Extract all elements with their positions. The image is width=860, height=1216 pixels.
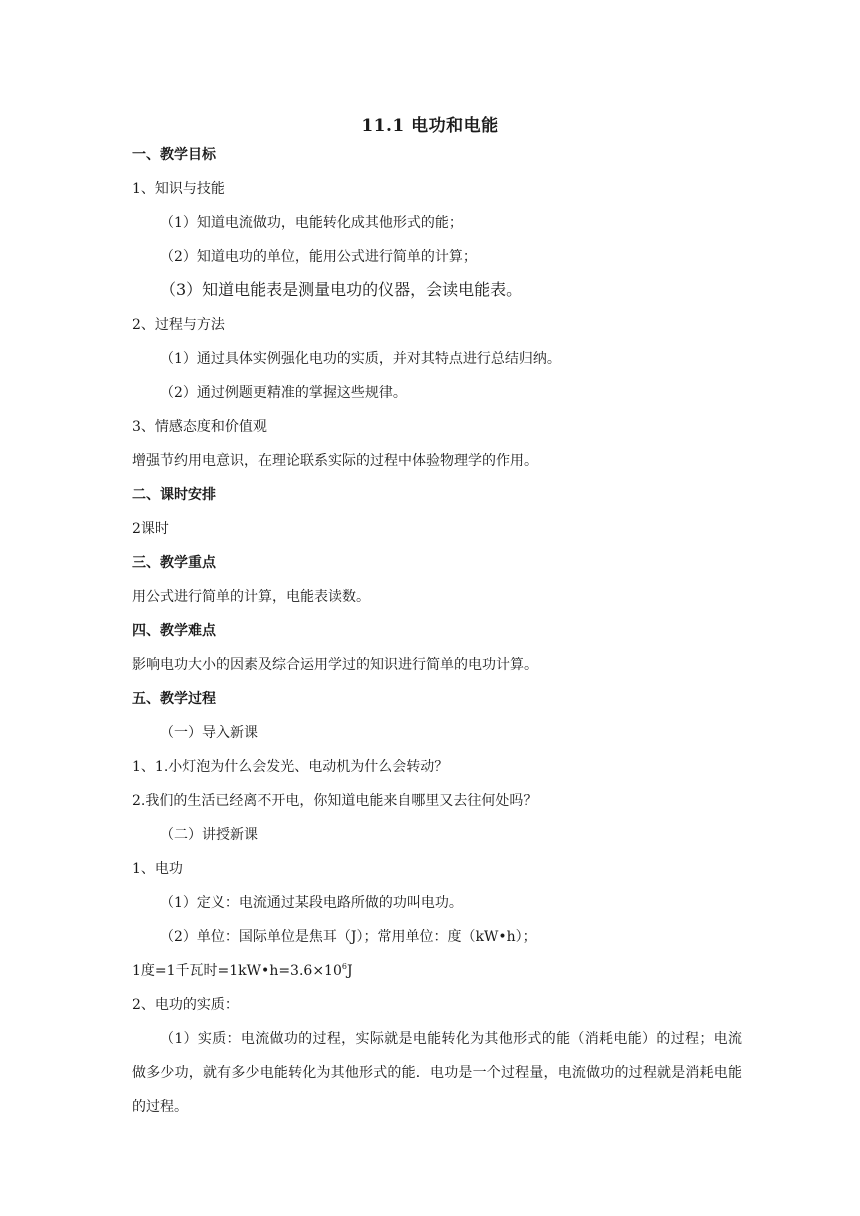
- paragraph: 增强节约用电意识，在理论联系实际的过程中体验物理学的作用。: [132, 453, 538, 469]
- list-item: （3）知道电能表是测量电功的仪器，会读电能表。: [160, 280, 523, 299]
- subheading-essence: 2、电功的实质：: [132, 997, 239, 1013]
- section-heading-key-points: 三、教学重点: [132, 555, 216, 571]
- section-heading-process: 五、教学过程: [132, 691, 216, 707]
- subheading-new-lesson: （二）讲授新课: [160, 827, 258, 843]
- conversion-text: 1度=1千瓦时=1kW•h=3.6×10: [132, 963, 342, 979]
- paragraph: 2.我们的生活已经离不开电，你知道电能来自哪里又去往何处吗？: [132, 793, 538, 809]
- conversion-unit: J: [346, 963, 353, 979]
- unit-conversion-line: [132, 961, 752, 981]
- subheading-process-methods: 2、过程与方法: [132, 317, 225, 333]
- subheading-knowledge-skills: 1、知识与技能: [132, 181, 225, 197]
- subheading-attitudes-values: 3、情感态度和价值观: [132, 419, 267, 435]
- list-item: （1）知道电流做功，电能转化成其他形式的能；: [160, 215, 463, 231]
- list-item: （1）通过具体实例强化电功的实质，并对其特点进行总结归纳。: [160, 351, 561, 367]
- paragraph: 影响电功大小的因素及综合运用学过的知识进行简单的电功计算。: [132, 657, 538, 673]
- document-title: 11.1 电功和电能: [361, 116, 499, 136]
- section-heading-teaching-goals: 一、教学目标: [132, 147, 216, 163]
- conversion-exponent: 6: [341, 962, 347, 971]
- section-heading-schedule: 二、课时安排: [132, 487, 216, 503]
- paragraph: 1、1.小灯泡为什么会发光、电动机为什么会转动？: [132, 759, 449, 775]
- list-item: （1）定义：电流通过某段电路所做的功叫电功。: [160, 895, 463, 911]
- subheading-intro: （一）导入新课: [160, 725, 258, 741]
- list-item: （2）知道电功的单位，能用公式进行简单的计算；: [160, 249, 477, 265]
- list-item: （2）通过例题更精准的掌握这些规律。: [160, 385, 407, 401]
- subheading-electric-work: 1、电功: [132, 861, 183, 877]
- paragraph: （1）实质：电流做功的过程，实际就是电能转化为其他形式的能（消耗电能）的过程；电流做多少功，就有多少电能转化为其他形式的能．电功是一个过程量，电流做功的过程就是消耗电能的过程。: [132, 1031, 742, 1115]
- paragraph: 2课时: [132, 521, 169, 537]
- section-heading-difficulties: 四、教学难点: [132, 623, 216, 639]
- list-item: （2）单位：国际单位是焦耳（J）；常用单位：度（kW•h）；: [160, 929, 537, 945]
- paragraph: 用公式进行简单的计算，电能表读数。: [132, 589, 370, 605]
